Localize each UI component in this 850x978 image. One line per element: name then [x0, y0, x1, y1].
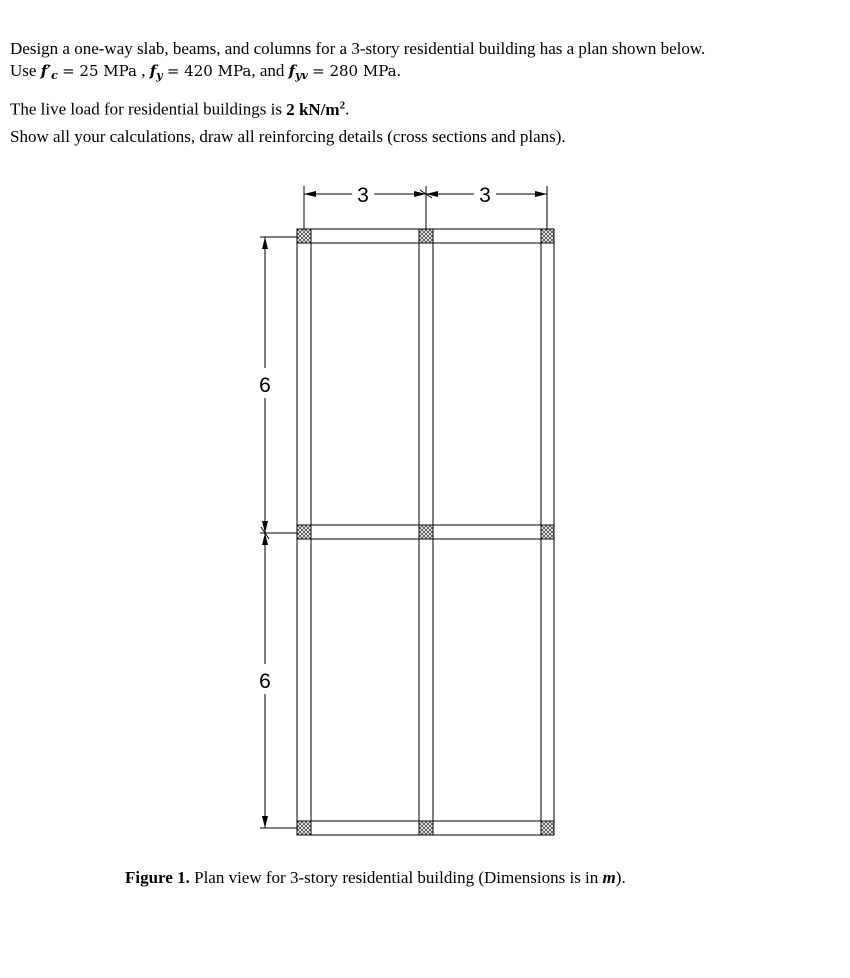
- left-dimension-line: [260, 237, 298, 828]
- column: [297, 821, 311, 835]
- problem-line-1: Design a one-way slab, beams, and columns for a 3-story residential building has a plan shown below.: [10, 39, 706, 58]
- problem-line-2: Use $f'_c = 25$ MPa , $f_y = 420$ MPa, and $f_{yv} = 280$ MPa.: [10, 61, 401, 82]
- use-word: Use: [10, 61, 37, 80]
- bay-width-label-right: 3: [479, 184, 491, 207]
- span-label-top: 6: [259, 374, 271, 397]
- fc-symbol: f′: [40, 62, 52, 80]
- column: [297, 525, 311, 539]
- span-label-bottom: 6: [259, 670, 271, 693]
- column: [297, 229, 311, 243]
- fy-value: = 420 MPa: [166, 62, 252, 80]
- column: [419, 229, 433, 243]
- fyv-subscript: yv: [295, 69, 308, 82]
- fc-subscript: c: [51, 69, 58, 82]
- caption-close: ).: [615, 868, 626, 887]
- fy-subscript: y: [156, 69, 163, 82]
- live-load-statement: The live load for residential buildings is 2 $kN/m^2$.: [10, 99, 350, 119]
- top-dimension-line: [304, 186, 547, 230]
- column: [541, 229, 554, 243]
- fy-symbol: f: [149, 62, 157, 80]
- fyv-value: = 280 MPa: [312, 62, 397, 80]
- column: [541, 821, 554, 835]
- caption-unit: m: [602, 868, 616, 887]
- fc-value: = 25 MPa: [62, 62, 137, 80]
- live-load-text: The live load for residential buildings is: [10, 99, 287, 119]
- caption-label: Figure 1.: [125, 868, 190, 887]
- columns: [297, 229, 554, 835]
- and-word: and: [259, 61, 285, 80]
- instructions: Show all your calculations, draw all reinforcing details (cross sections and plans).: [10, 127, 566, 146]
- figure-caption: [125, 868, 626, 888]
- fyv-symbol: f: [288, 62, 296, 80]
- column: [541, 525, 554, 539]
- bay-width-label-left: 3: [357, 184, 369, 207]
- live-load-value: 2 $kN/m^2$: [286, 99, 346, 119]
- column: [419, 821, 433, 835]
- caption-text: Plan view for 3-story residential building (Dimensions is in: [189, 868, 603, 887]
- column: [419, 525, 433, 539]
